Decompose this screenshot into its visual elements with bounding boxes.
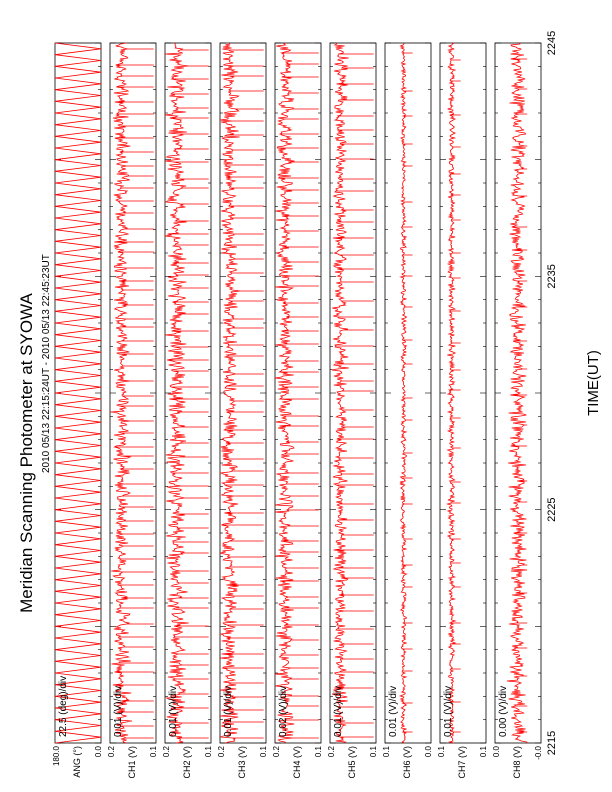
scale-label: 0.01 (V)/div xyxy=(443,685,454,737)
ytick-top-label: 0.2 xyxy=(327,746,336,758)
channel-label: ANG (°) xyxy=(72,746,82,778)
panel-ch4 xyxy=(272,43,323,779)
x-tick-label: 2215 xyxy=(546,730,558,756)
channel-label: CH7 (V) xyxy=(457,746,467,779)
panel-ch5 xyxy=(327,43,378,779)
ytick-top-label: 0.1 xyxy=(437,746,446,758)
ytick-top-label: 0.2 xyxy=(217,746,226,758)
ytick-top-label: 0.2 xyxy=(107,746,116,758)
x-tick-label: 2235 xyxy=(546,264,558,289)
panel-frame xyxy=(110,43,156,743)
channel-label: CH1 (V) xyxy=(127,746,137,779)
panel-ch8 xyxy=(492,43,543,779)
ytick-bottom-label: -0.0 xyxy=(534,746,543,760)
x-tick-label: 2225 xyxy=(546,497,558,522)
ytick-bottom-label: 0.1 xyxy=(149,746,158,758)
trace-ch7 xyxy=(447,43,460,743)
panel-ch2 xyxy=(162,43,213,779)
x-axis-label: TIME(UT) xyxy=(585,350,602,416)
panel-ch1 xyxy=(107,43,158,779)
trace-ch2 xyxy=(165,43,209,743)
trace-ch5 xyxy=(332,43,374,743)
scale-label: 0.01 (V)/div xyxy=(168,685,179,737)
ytick-bottom-label: 0.1 xyxy=(479,746,488,758)
channel-label: CH5 (V) xyxy=(347,746,357,779)
channel-label: CH2 (V) xyxy=(182,746,192,779)
ytick-bottom-label: 0.0 xyxy=(424,746,433,758)
trace-ch3 xyxy=(220,43,264,743)
panel-stack xyxy=(52,43,543,779)
ytick-top-label: 0.0 xyxy=(492,746,501,758)
scale-label: 0.01 (V)/div xyxy=(388,685,399,737)
panel-frame xyxy=(440,43,486,743)
scale-label: 0.02 (V)/div xyxy=(278,685,289,737)
channel-label: CH4 (V) xyxy=(292,746,302,779)
chart-subtitle: 2010 05/13 22:15:24UT - 2010 05/13 22:45:23UT xyxy=(41,254,52,473)
trace-ch6 xyxy=(400,43,413,743)
channel-label: CH8 (V) xyxy=(512,746,522,779)
channel-label: CH6 (V) xyxy=(402,746,412,779)
x-tick-label: 2245 xyxy=(546,30,558,56)
trace-ch1 xyxy=(111,43,154,743)
panel-ch3 xyxy=(217,43,268,779)
panel-frame xyxy=(385,43,431,743)
scale-label: 0.00 (V)/div xyxy=(498,685,509,737)
ytick-top-label: 0.2 xyxy=(162,746,171,758)
panel-ch6 xyxy=(382,43,433,779)
panel-ang xyxy=(52,43,103,778)
ytick-top-label: 0.2 xyxy=(272,746,281,758)
rotated-plot-frame xyxy=(17,31,602,779)
panel-ch7 xyxy=(437,43,488,779)
scale-label: 0.01 (V)/div xyxy=(223,685,234,737)
panel-frame xyxy=(495,43,541,743)
panel-frame xyxy=(55,43,101,743)
scale-label: 22.5 (deg)/div xyxy=(58,675,69,737)
ytick-top-label: 180.0 xyxy=(52,746,61,767)
ytick-bottom-label: 0.1 xyxy=(259,746,268,758)
chart-title: Meridian Scanning Photometer at SYOWA xyxy=(17,293,36,613)
trace-ch8 xyxy=(507,43,528,743)
ytick-bottom-label: 0.1 xyxy=(314,746,323,758)
trace-ch4 xyxy=(275,43,319,743)
ytick-bottom-label: 0.1 xyxy=(369,746,378,758)
trace-ang xyxy=(55,43,101,743)
panel-frame xyxy=(165,43,211,743)
ytick-bottom-label: 0.0 xyxy=(94,746,103,758)
ytick-top-label: 0.1 xyxy=(382,746,391,758)
scale-label: 0.01 (V)/div xyxy=(333,685,344,737)
ytick-bottom-label: 0.1 xyxy=(204,746,213,758)
channel-label: CH3 (V) xyxy=(237,746,247,779)
scale-label: 0.01 (V)/div xyxy=(113,685,124,737)
x-tick-labels xyxy=(546,31,558,755)
